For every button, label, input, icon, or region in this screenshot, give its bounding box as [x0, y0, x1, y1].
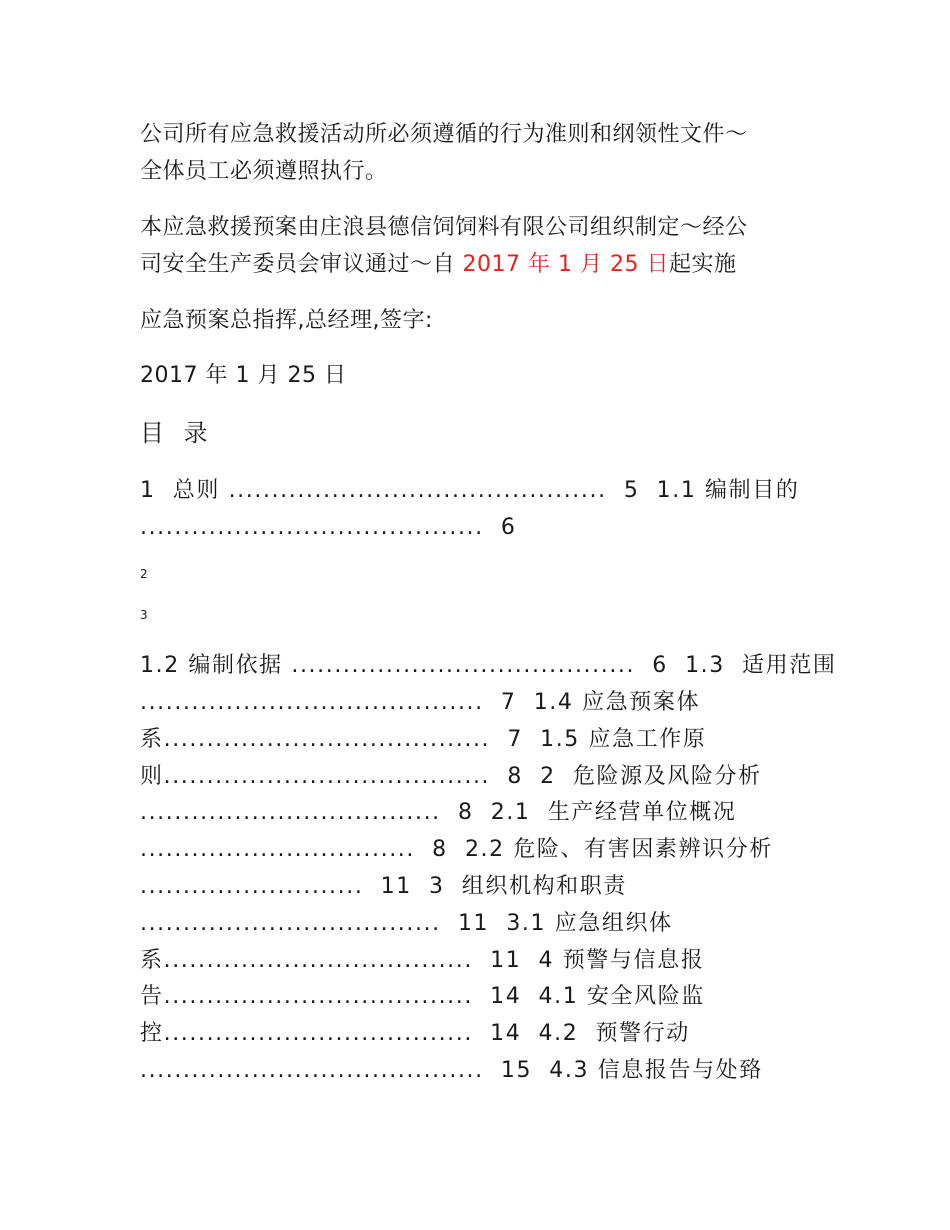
- toc-line: ........................................ 6: [140, 515, 517, 540]
- commander-signature-line: 应急预案总指挥,总经理,签字:: [140, 308, 433, 333]
- page-number: 3: [140, 608, 149, 622]
- toc-line: 1 总则 ............................................ 5 1.1 编制目的: [140, 478, 800, 503]
- intro-line-1: 公司所有应急救援活动所必须遵循的行为准则和纲领性文件～: [140, 122, 748, 147]
- effective-date: 2017 年 1 月 25 日: [462, 252, 669, 277]
- toc-line: ................................... 8 2.1 生产经营单位概况: [140, 800, 737, 825]
- toc-line: ........................................ 7 1.4 应急预案体: [140, 690, 701, 715]
- intro-line-3: 本应急救援预案由庄浪县德信饲饲料有限公司组织制定～经公: [140, 215, 748, 240]
- toc-line: 则...................................... 8 2 危险源及风险分析: [140, 764, 762, 789]
- intro-line-4: [140, 250, 736, 280]
- intro-line-4-suffix: 起实施: [668, 252, 737, 277]
- toc-title: 目 录: [140, 419, 214, 447]
- toc-line: ........................................ 15 4.3 信息报告与处臵: [140, 1058, 763, 1083]
- signature-date: 2017 年 1 月 25 日: [140, 363, 347, 388]
- page-number: 2: [140, 567, 149, 581]
- toc-line: 系.................................... 11 4 预警与信息报: [140, 948, 705, 973]
- toc-line: 系...................................... 7 1.5 应急工作原: [140, 727, 707, 752]
- toc-line: .......................... 11 3 组织机构和职责: [140, 874, 627, 899]
- toc-line: 1.2 编制依据 ........................................ 6 1.3 适用范围: [140, 653, 837, 678]
- toc-line: 告.................................... 14 4.1 安全风险监: [140, 984, 705, 1009]
- intro-line-2: 全体员工必须遵照执行。: [140, 159, 388, 184]
- toc-line: ................................... 11 3.1 应急组织体: [140, 911, 673, 936]
- intro-line-4-prefix: 司安全生产委员会审议通过～自: [140, 252, 463, 277]
- toc-line: ................................ 8 2.2 危险、有害因素辨识分析: [140, 837, 773, 862]
- toc-line: 控.................................... 14 4.2 预警行动: [140, 1021, 690, 1046]
